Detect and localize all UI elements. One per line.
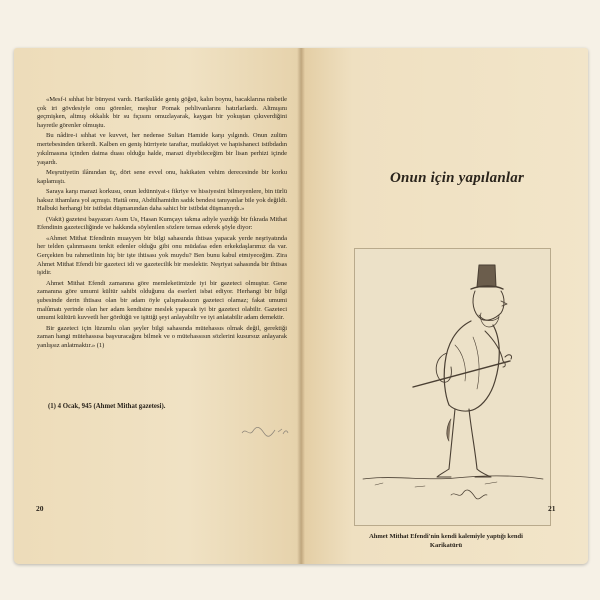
page-number: 20 [36,504,44,513]
right-page [301,48,588,564]
paragraph: Saraya karşı marazi korkusu, onun ledünniyat-ı fikriye ve hissiyesini bilmeyenlere, bin türlü haksız ithamlara yol açmıştı. Hattâ onu, Abdülhamidin sadık bendesi tanıyanlar bile yok değildi. Halbuki herhangi bir istibdat düşmanından daha sahici bir istibdat düşmanıydı.» [37,187,287,213]
left-page-body [37,96,287,352]
handwritten-mark [240,423,290,439]
caricature-illustration [354,248,551,526]
left-page [14,48,301,564]
book-spread [14,48,588,564]
paragraph: Meşrutiyetin ilânından üç, dört sene evvel onu, hakikaten vehim derecesinde bir korku kaplamıştı. [37,168,287,185]
footnote: (1) 4 Ocak, 945 (Ahmet Mithat gazetesi). [48,403,166,410]
illustration-caption [341,533,551,550]
paragraph: «Ahmet Mithat Efendinin muayyen bir bilgi sahasında ihtisas yapacak yerde neşriyatında her telden çalınmasını tenkit edenler olduğu gibi onu müdafaa eden erkekdaşlarımız da var. Gerçekten bu rahmetlinin hiç bir işte ihtisası yok muydu? Ben bunu kabul etmiyeceğim. Zira Ahmet Mithat Efendi bir gazeteci idi ve gazetecilik bir meslektir. Neşriyat sahasında bir ihtisas işidir. [37,234,287,277]
caption-line: Karikatürü [429,541,463,549]
caricature-sketch [355,249,550,525]
page-number: 21 [548,504,556,513]
paragraph: Bir gazeteci için lüzumlu olan şeyler bilgi sahasında mütehassıs olmak değil, gerektiği zaman hangi mütehassısa başvuracağını bilmek ve o mütehassısın sözlerini kusursuz anlayarak yanlışsız anlatmaktır.» (1) [37,324,287,350]
paragraph: Ahmet Mithat Efendi zamanına göre memleketimizde iyi bir gazeteci olmuştur. Gene zamanına göre umumi kültür sahibi olduğunu da eserleri isbat ediyor. Herhangi bir bilgi şubesinde derin ihtisası olan bir adam öyle çalışmaksızın gazeteci olamaz; fakat umumi malûmatı yerinde olan her adam kendisine meslek yapacak iyi bir gazeteci olabilir. Gazeteci umumi kültürü kuvvetli her gördüğü ve işittiği şeyi anlayabilir ve iyi anlatabilir adam demektir. [37,279,287,322]
chapter-heading: Onun için yapılanlar [389,170,525,186]
paragraph: Bu nâdire-i sıhhat ve kuvvet, her nedense Sultan Hamide karşı yılgındı. Onun zulüm mertebesinden ürkerdi. Kalben en geniş hürriyete taraftar, mutlakiyet ve hapishaneci istibdadın yıkılmasına içinden daima duası olduğu halde, marazi diyebileceğim bir lisan perhizi içinde yaşardı. [37,132,287,166]
paragraph: (Vakit) gazetesi başyazarı Asım Us, Hasan Kumçayı takma adiyle yazdığı bir fıkrada Mithat Efendinin gazeteciliğinde ve hakkında söylenilen sözlere temas ederek şöyle diyor: [37,215,287,232]
caption-line: Ahmet Mithat Efendi'nin kendi kalemiyle yaptığı kendi [369,533,523,540]
book-gutter [297,48,305,564]
paragraph: «Mesf-i sıhhat bir bünyesi vardı. Harikulâde geniş göğsü, kalın boynu, bacaklarına nisbetle çok iri gövdesiyle onu görenler, meşhur Pomak pehlivanlarını hatırlarlardı. Altmışını geçmişken, altmış okkalık bir su fıçısını omuzlayarak, kaygan bir yokuştan çıkıverdiğini hayretle görenler olmuştu. [37,96,287,130]
